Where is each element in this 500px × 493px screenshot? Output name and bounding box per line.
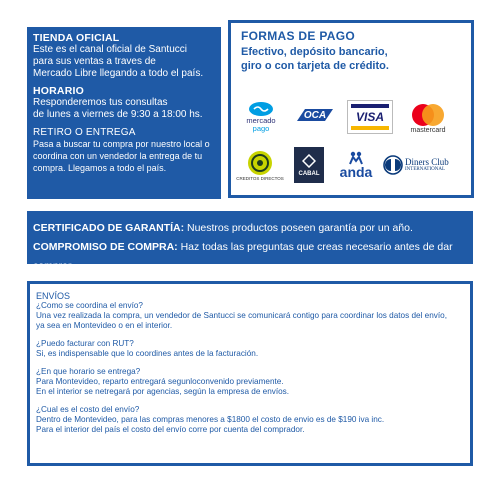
pickup-line-2: coordina con un vendedor la entrega de tu bbox=[33, 150, 203, 161]
guarantee-text: Nuestros productos poseen garantía por un año. bbox=[184, 222, 413, 234]
faq-block-coordination bbox=[36, 301, 464, 331]
oca-text: OCA bbox=[303, 109, 327, 121]
visa-logo bbox=[347, 100, 393, 134]
official-store-line-2: para sus ventas a traves de bbox=[33, 55, 156, 67]
payment-subtitle-line-1: Efectivo, depósito bancario, bbox=[241, 46, 388, 58]
diners-club-logo bbox=[383, 151, 455, 179]
mastercard-text: mastercard bbox=[410, 126, 446, 134]
diners-text-1: Diners Club bbox=[405, 156, 449, 167]
cabal-emblem-icon bbox=[302, 154, 316, 168]
guarantee-label: CERTIFICADO DE GARANTÍA: bbox=[33, 222, 185, 234]
store-info-panel bbox=[27, 27, 221, 199]
pickup-line-1: Pasa a buscar tu compra por nuestro local o bbox=[33, 138, 210, 149]
faq-answer: ya sea en Montevideo o en el interior. bbox=[36, 321, 173, 330]
anda-logo bbox=[333, 147, 379, 183]
faq-answer: Si, es indispensable que lo coordines antes de la facturación. bbox=[36, 349, 259, 358]
schedule-line-1: Responderemos tus consultas bbox=[33, 97, 168, 109]
payment-subtitle-line-2: giro o con tarjeta de crédito. bbox=[241, 60, 389, 72]
faq-answer: Para el interior del país el costo del envío corre por cuenta del comprador. bbox=[36, 425, 305, 434]
anda-figure-icon bbox=[348, 151, 364, 165]
payment-methods-panel bbox=[228, 20, 474, 198]
payment-title: FORMAS DE PAGO bbox=[241, 29, 355, 43]
faq-block-rut bbox=[36, 339, 464, 359]
faq-question: ¿Como se coordina el envío? bbox=[36, 301, 143, 310]
commitment-label: COMPROMISO DE COMPRA: bbox=[33, 241, 178, 253]
creditos-seal-icon bbox=[247, 150, 273, 176]
pickup-title: RETIRO O ENTREGA bbox=[33, 126, 136, 138]
shipping-panel bbox=[27, 281, 473, 466]
faq-answer: Dentro de Montevideo, para las compras menores a $1800 el costo de envio es de $190 iva inc. bbox=[36, 415, 385, 424]
mercadopago-text-1: mercado bbox=[246, 116, 276, 125]
commitment-line bbox=[33, 238, 467, 276]
handshake-icon bbox=[248, 101, 274, 117]
faq-answer: Una vez realizada la compra, un vendedor de Santucci se comunicará contigo para coordinar los datos del envío, bbox=[36, 311, 447, 320]
faq-question: ¿En que horario se entrega? bbox=[36, 367, 141, 376]
shipping-title: ENVÍOS bbox=[36, 291, 71, 301]
diners-text-2: INTERNATIONAL bbox=[405, 166, 445, 172]
official-store-line-1: Este es el canal oficial de Santucci bbox=[33, 44, 187, 55]
anda-text: anda bbox=[339, 164, 373, 180]
guarantee-banner bbox=[27, 211, 473, 272]
faq-answer: Para Montevideo, reparto entregará segunloconvenido previamente. bbox=[36, 377, 284, 386]
diners-circle-icon bbox=[383, 155, 403, 175]
creditos-text: CREDITOS DIRECTOS bbox=[236, 175, 284, 181]
guarantee-line bbox=[33, 219, 467, 238]
pickup-line-3: compra. Llegamos a todo el país. bbox=[33, 162, 167, 173]
faq-block-cost bbox=[36, 405, 464, 435]
cabal-logo bbox=[294, 147, 324, 183]
commitment-text: Haz todas las preguntas que creas necesario antes de dar comprar. bbox=[33, 241, 453, 272]
faq-question: ¿Cual es el costo del envío? bbox=[36, 405, 140, 414]
faq-question: ¿Puedo facturar con RUT? bbox=[36, 339, 134, 348]
oca-logo bbox=[293, 105, 337, 125]
mercadopago-logo bbox=[239, 97, 283, 137]
cabal-text: CABAL bbox=[298, 170, 320, 177]
mastercard-circles-icon bbox=[410, 103, 446, 127]
creditos-directos-logo bbox=[235, 147, 285, 183]
faq-block-schedule bbox=[36, 367, 464, 397]
mastercard-logo bbox=[403, 99, 453, 137]
faq-answer: En el interior se netregará por agencias, según la empresa de envíos. bbox=[36, 387, 290, 396]
official-store-line-3: Mercado Libre llegando a todo el país. bbox=[33, 67, 204, 79]
official-store-title: TIENDA OFICIAL bbox=[33, 32, 120, 44]
mercadopago-text-2: pago bbox=[252, 124, 270, 133]
schedule-title: HORARIO bbox=[33, 85, 84, 98]
schedule-line-2: de lunes a viernes de 9:30 a 18:00 hs. bbox=[33, 109, 203, 121]
visa-text: VISA bbox=[355, 110, 384, 124]
